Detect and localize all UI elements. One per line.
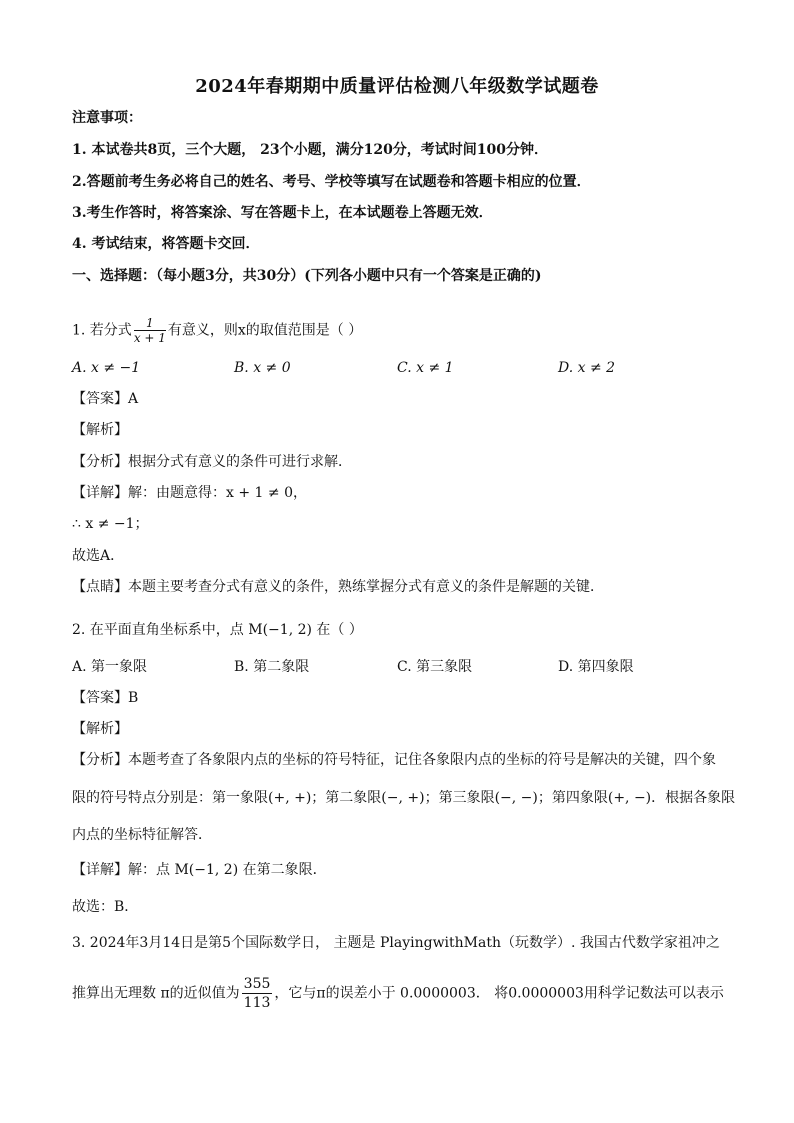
question-1-stem <box>72 316 362 345</box>
q2-answer: 【答案】B <box>72 690 139 706</box>
q1-fenxi: 【分析】根据分式有意义的条件可进行求解． <box>72 454 352 470</box>
q2-xiangjie: 【详解】解：点 M(−1, 2) 在第二象限． <box>72 862 327 878</box>
q3-line2-suffix: ，它与π的误差小于 0.0000003． 将0.0000003用科学记数法可以表示 <box>274 985 724 1002</box>
q1-choose: 故选A． <box>72 548 125 564</box>
q2-choose: 故选：B． <box>72 899 139 915</box>
q2-option-c: C. 第三象限 <box>397 659 473 675</box>
q2-fenxi-line-1: 【分析】本题考查了各象限内点的坐标的符号特征，记住各象限内点的坐标的符号是解决的关键，四个象 <box>72 752 716 768</box>
notice-heading: 注意事项： <box>72 110 142 126</box>
question-2-stem: 2. 在平面直角坐标系中，点 M(−1, 2) 在（ ） <box>72 622 363 638</box>
q3-fraction <box>242 975 273 1012</box>
q1-fraction <box>134 316 166 345</box>
q2-fenxi-line-2: 限的符号特点分别是：第一象限(+, +)；第二象限(−, +)；第三象限(−, −)；第四象限(+, −)．根据各象限 <box>72 790 736 806</box>
q1-option-a: A. x ≠ −1 <box>72 360 141 376</box>
notice-item-4: 4. 考试结束，将答题卡交回． <box>72 236 260 252</box>
q1-option-d: D. x ≠ 2 <box>558 360 616 376</box>
question-3-line-2 <box>72 975 724 1012</box>
q2-analysis-label: 【解析】 <box>72 721 128 737</box>
q1-analysis-label: 【解析】 <box>72 422 128 438</box>
q1-frac-num: 1 <box>134 316 166 331</box>
q2-option-a: A. 第一象限 <box>72 659 148 675</box>
q1-dianjing: 【点睛】本题主要考查分式有意义的条件，熟练掌握分式有意义的条件是解题的关键． <box>72 579 604 595</box>
notice-item-1: 1. 本试卷共8页，三个大题， 23个小题，满分120分，考试时间100分钟． <box>72 142 549 158</box>
q1-suffix: 有意义，则x的取值范围是（ ） <box>167 322 363 339</box>
q2-option-d: D. 第四象限 <box>558 659 634 675</box>
q2-fenxi-line-3: 内点的坐标特征解答． <box>72 827 212 843</box>
q1-prefix: 1. 若分式 <box>72 322 132 339</box>
question-3-line-1: 3. 2024年3月14日是第5个国际数学日， 主题是 PlayingwithMath（玩数学）. 我国古代数学家祖冲之 <box>72 935 720 951</box>
q3-line2-prefix: 推算出无理数 π的近似值为 <box>72 985 240 1002</box>
q3-frac-num: 355 <box>243 976 271 992</box>
q1-frac-den: x + 1 <box>133 331 166 345</box>
notice-item-2: 2.答题前考生务必将自己的姓名、考号、学校等填写在试题卷和答题卡相应的位置． <box>72 174 591 190</box>
q2-option-b: B. 第二象限 <box>234 659 310 675</box>
q1-xiangjie: 【详解】解：由题意得：x + 1 ≠ 0， <box>72 485 307 501</box>
q1-option-c: C. x ≠ 1 <box>397 360 454 376</box>
q1-answer: 【答案】A <box>72 391 139 407</box>
q3-frac-den: 113 <box>243 995 271 1011</box>
q1-option-b: B. x ≠ 0 <box>234 360 291 376</box>
q1-step: ∴ x ≠ −1； <box>72 516 149 532</box>
notice-item-3: 3.考生作答时，将答案涂、写在答题卡上，在本试题卷上答题无效． <box>72 205 493 221</box>
section-heading-choice: 一、选择题：（每小题3分，共30分）(下列各小题中只有一个答案是正确的) <box>72 268 542 284</box>
page-title: 2024年春期期中质量评估检测八年级数学试题卷 <box>195 76 599 97</box>
